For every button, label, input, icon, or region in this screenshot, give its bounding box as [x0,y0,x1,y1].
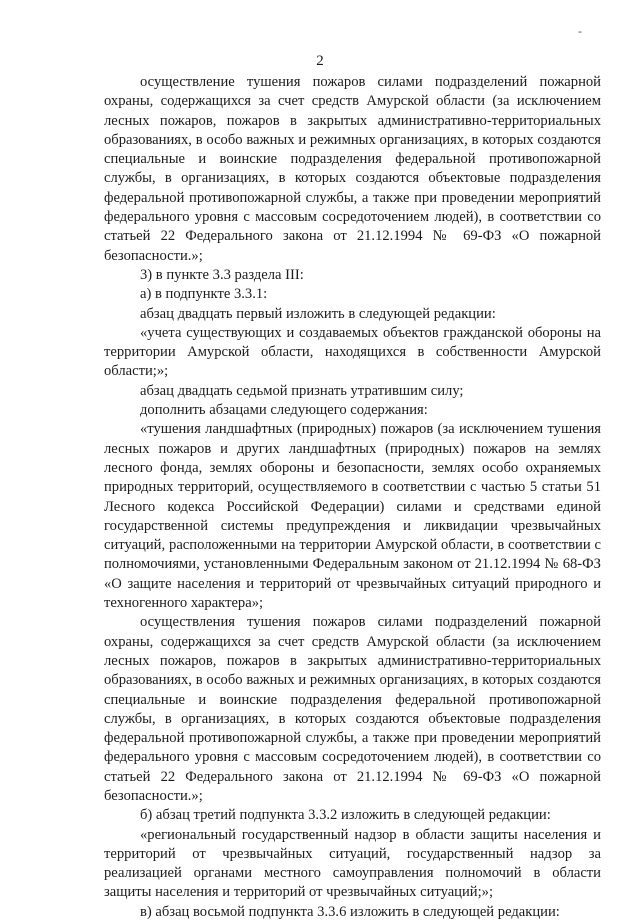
document-body [104,73,601,922]
paragraph-4: абзац двадцать первый изложить в следующей редакции: [140,305,496,322]
paragraph-6: абзац двадцать седьмой признать утратившим силу; [140,382,464,399]
paragraph-2: 3) в пункте 3.3 раздела III: [140,266,304,283]
paragraph-8: «тушения ландшафтных (природных) пожаров (за исключением тушения лесных пожаров и других ландшафтных (природных) пожаров на землях лесного фонда, землях обороны и безопасности, землях особо охраняемых природных территорий, осуществляемого в соответствии с частью 5 статьи 51 Лесного кодекса Российской Федерации) силами и средствами единой государственной системы предупреждения и ликвидации чрезвычайных ситуаций, расположенными на территории Амурской области, в соответствии с полномочиями, установленными Федеральным законом от 21.12.1994 № 68-ФЗ «О защите населения и территорий от чрезвычайных ситуаций природного и техногенного характера»; [104,421,601,612]
paragraph-11: «региональный государственный надзор в области защиты населения и территорий от чрезвычайных ситуаций, государственный надзор за реализацией органами местного самоуправления полномочий в области защиты населения и территорий от чрезвычайных ситуаций;»; [104,826,601,901]
paragraph-1: осуществление тушения пожаров силами подразделений пожарной охраны, содержащихся за счет средств Амурской области (за исключением лесных пожаров, пожаров в закрытых административно-территориальных образованиях, в особо важных и режимных организациях, в которых создаются специальные и воинские подразделения федеральной противопожарной службы, в организациях, в которых создаются объектовые подразделения федеральной противопожарной службы, а также при проведении мероприятий федерального уровня с массовым сосредоточением людей), в соответствии со статьей 22 Федерального закона от 21.12.1994 № 69-ФЗ «О пожарной безопасности.»; [104,74,601,264]
paragraph-10: б) абзац третий подпункта 3.3.2 изложить в следующей редакции: [140,807,551,824]
paragraph-9: осуществления тушения пожаров силами подразделений пожарной охраны, содержащихся за счет средств Амурской области (за исключением лесных пожаров, пожаров в закрытых административно-территориальных образованиях, в особо важных и режимных организациях, в которых создаются специальные и воинские подразделения федеральной противопожарной службы, в организациях, в которых создаются объектовые подразделения федеральной противопожарной службы, а также при проведении мероприятий федерального уровня с массовым сосредоточением людей), в соответствии со статьей 22 Федерального закона от 21.12.1994 № 69-ФЗ «О пожарной безопасности.»; [104,614,601,804]
corner-mark: - [578,24,582,38]
page-number: 2 [316,53,324,69]
paragraph-3: а) в подпункте 3.3.1: [140,286,268,303]
paragraph-12: в) абзац восьмой подпункта 3.3.6 изложить в следующей редакции: [140,903,560,920]
paragraph-7: дополнить абзацами следующего содержания: [140,402,428,419]
paragraph-5: «учета существующих и создаваемых объектов гражданской обороны на территории Амурской области, находящихся в собственности Амурской области;»; [104,324,601,380]
